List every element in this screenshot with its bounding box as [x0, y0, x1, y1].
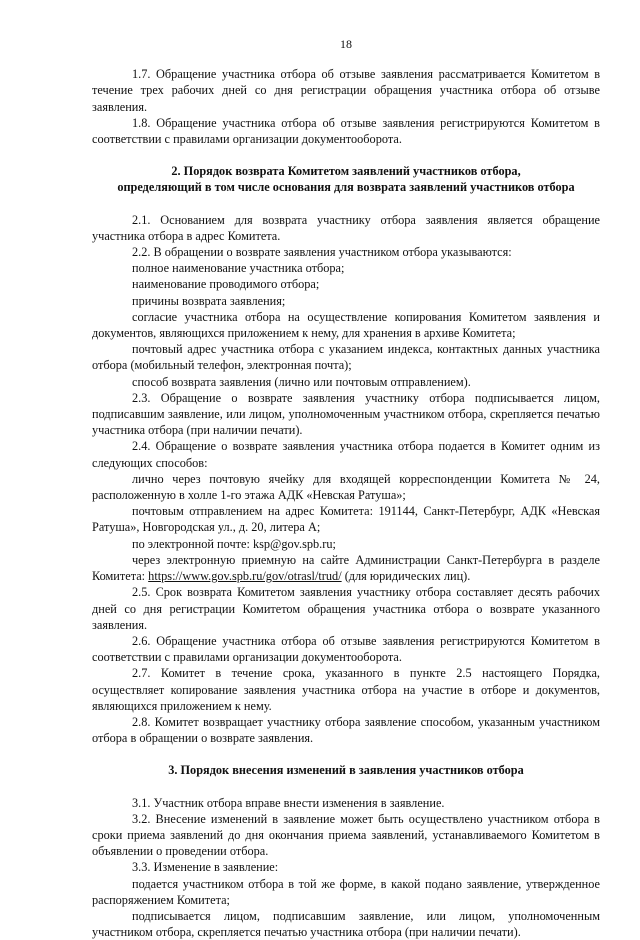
list-item-selection-name: наименование проводимого отбора;: [132, 277, 320, 292]
section-3-heading: [92, 762, 600, 778]
list-item-full-name: полное наименование участника отбора;: [132, 261, 345, 276]
paragraph-3-2: 3.2. Внесение изменений в заявление может быть осуществлено участником отбора в сроки приема заявлений до дня окончания приема заявлений, устанавливаемого Комитетом в объявлении о проведении отбора.: [92, 811, 600, 859]
list-item-consent: согласие участника отбора на осуществление копирования Комитетом заявления и документов, являющихся приложением к нему, для хранения в архиве Комитета;: [92, 309, 600, 341]
method-web-text: через электронную приемную на сайте Администрации Санкт-Петербурга в разделе Комитета:: [92, 552, 600, 584]
method-email: по электронной почте: ksp@gov.spb.ru;: [132, 536, 336, 551]
section-3-heading-text: 3. Порядок внесения изменений в заявления участников отбора: [168, 763, 524, 778]
list-item-return-method: способ возврата заявления (лично или почтовым отправлением).: [132, 374, 471, 389]
list-item-reasons: причины возврата заявления;: [132, 293, 286, 308]
section-2-heading-line2: определяющий в том числе основания для возврата заявлений участников отбора: [117, 180, 575, 195]
paragraph-2-6: 2.6. Обращение участника отбора об отзыве заявления регистрируются Комитетом в соответствии с правилами организации документооборота.: [92, 633, 600, 665]
paragraph-3-1: 3.1. Участник отбора вправе внести изменения в заявление.: [132, 795, 445, 810]
list-item-address: почтовый адрес участника отбора с указанием индекса, контактных данных участника отбора (мобильный телефон, электронная почта);: [92, 342, 600, 373]
paragraph-2-5: 2.5. Срок возврата Комитетом заявления участнику отбора составляет десять рабочих дней со дня регистрации Комитетом обращения участника отбора о возврате указанного заявления.: [92, 585, 600, 632]
paragraph-3-3: 3.3. Изменение в заявление:: [132, 860, 279, 875]
committee-link[interactable]: https://www.gov.spb.ru/gov/otrasl/trud/: [148, 569, 342, 584]
change-item-form: подается участником отбора в той же форме, в какой подано заявление, утвержденное распоряжением Комитета;: [92, 876, 600, 907]
paragraph-2-4: 2.4. Обращение о возврате заявления участника отбора подается в Комитет одним из следующих способов:: [92, 439, 600, 470]
paragraph-2-1: 2.1. Основанием для возврата участнику отбора заявления является обращение участника отбора в адрес Комитета.: [92, 212, 600, 243]
change-item-signature: подписывается лицом, подписавшим заявление, или лицом, уполномоченным участником отбора, скрепляется печатью участника отбора (при наличии печати).: [92, 908, 600, 940]
method-web-suffix: (для юридических лиц).: [341, 569, 471, 584]
paragraph-1-7: 1.7. Обращение участника отбора об отзыве заявления рассматривается Комитетом в течение трех рабочих дней со дня регистрации обращения участника отбора об отзыве заявления.: [92, 67, 600, 114]
paragraph-2-7: 2.7. Комитет в течение срока, указанного в пункте 2.5 настоящего Порядка, осуществляет копирование заявления участника отбора на участие в отборе и документов, являющихся приложением к нему.: [92, 666, 600, 713]
page-number: 18: [340, 37, 352, 51]
method-web-reception: [92, 552, 600, 584]
paragraph-1-8: 1.8. Обращение участника отбора об отзыве заявления регистрируются Комитетом в соответствии с правилами организации документооборота.: [92, 115, 600, 147]
section-2-heading-line1: 2. Порядок возврата Комитетом заявлений участников отбора,: [171, 164, 521, 179]
paragraph-2-3: 2.3. Обращение о возврате заявления участнику отбора подписывается лицом, подписавшим заявление, или лицом, уполномоченным участником отбора, скрепляется печатью участника отбора (при наличии печати).: [92, 390, 600, 438]
method-post: почтовым отправлением на адрес Комитета: 191144, Санкт-Петербург, АДК «Невская Ратуша», Новгородская ул., д. 20, литера А;: [92, 504, 600, 535]
section-2-heading: [92, 163, 600, 195]
paragraph-2-2: 2.2. В обращении о возврате заявления участником отбора указываются:: [132, 245, 512, 260]
method-in-person: лично через почтовую ячейку для входящей корреспонденции Комитета № 24, расположенную в холле 1-го этажа АДК «Невская Ратуша»;: [92, 471, 600, 503]
paragraph-2-8: 2.8. Комитет возвращает участнику отбора заявление способом, указанным участником отбора в обращении о возврате заявления.: [92, 714, 600, 746]
